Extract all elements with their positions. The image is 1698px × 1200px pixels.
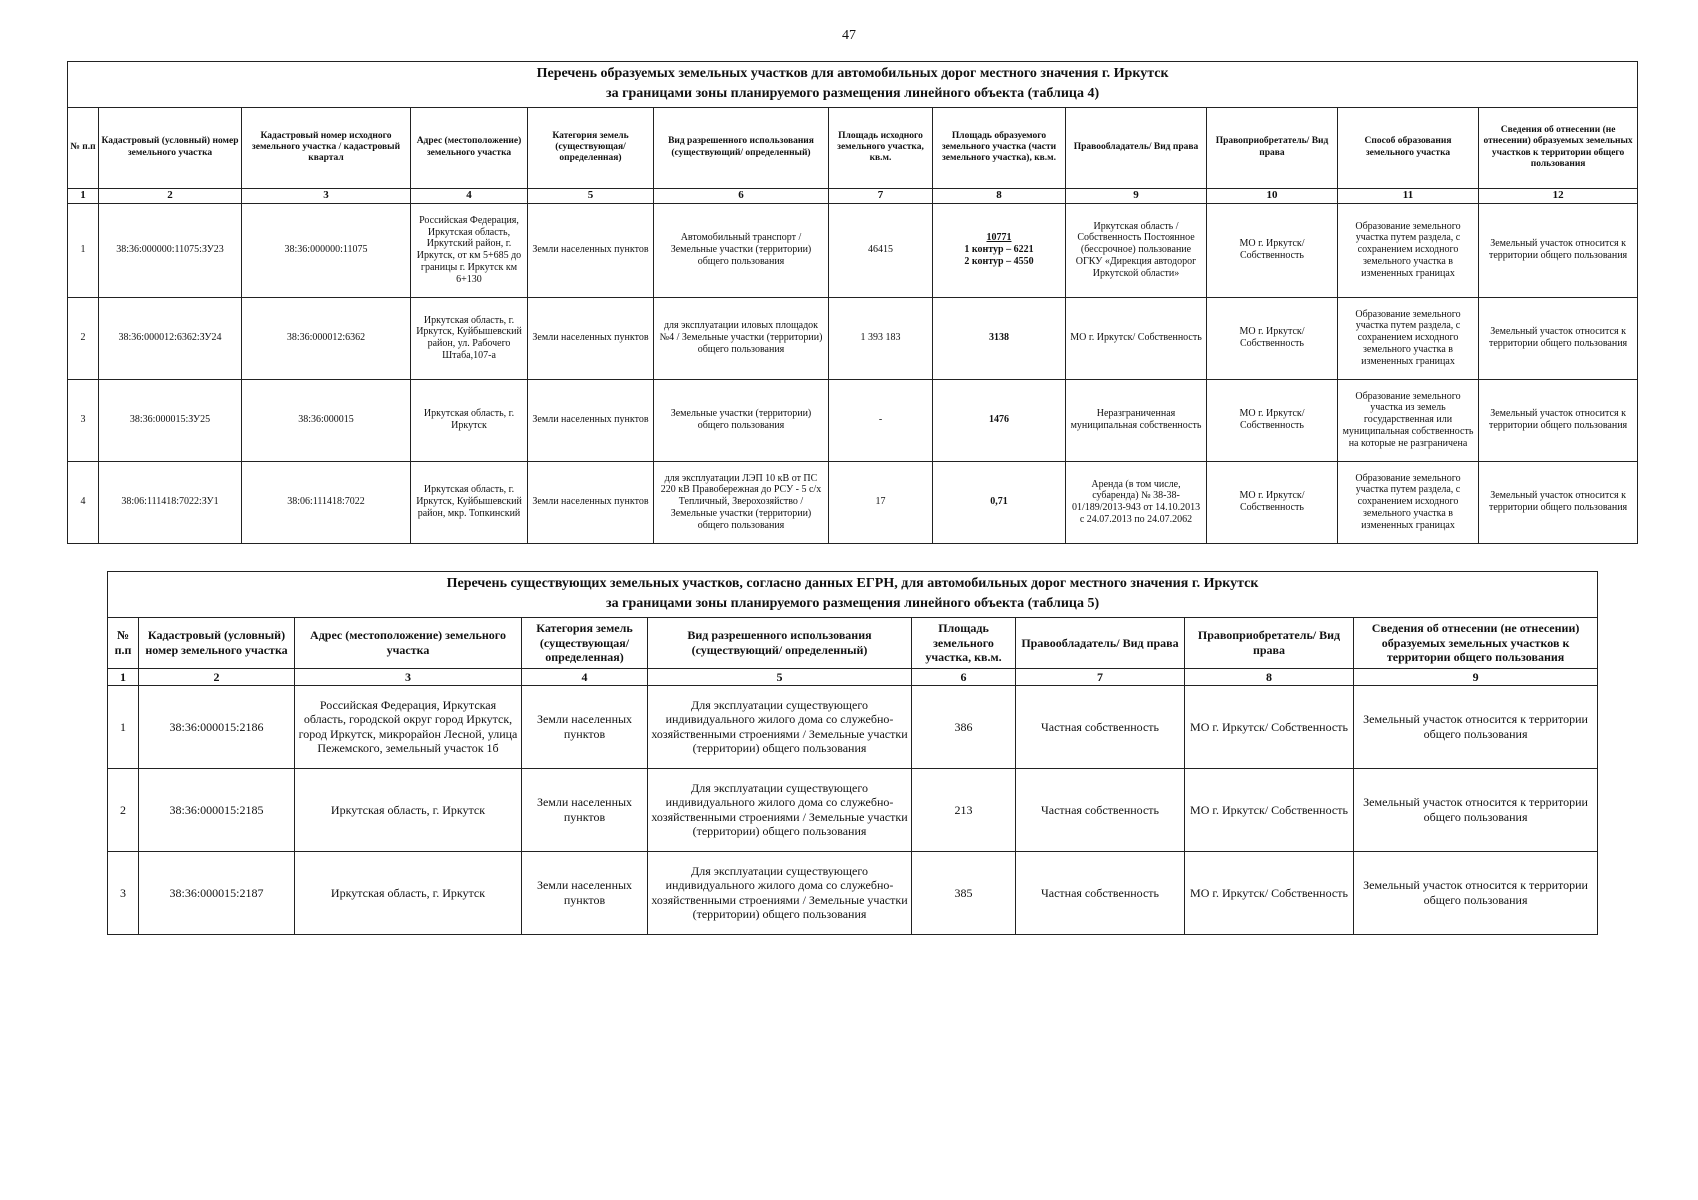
column-header: Правоприобретатель/ Вид права	[1207, 107, 1338, 188]
column-number: 6	[912, 668, 1016, 685]
address: Иркутская область, г. Иркутск	[295, 851, 522, 934]
cadastral-number: 38:06:111418:7022:ЗУ1	[99, 461, 242, 543]
column-number: 5	[648, 668, 912, 685]
table-4-header-row	[68, 107, 1638, 188]
address: Иркутская область, г. Иркутск	[295, 768, 522, 851]
table-row	[68, 379, 1638, 461]
right-holder: Частная собственность	[1016, 768, 1185, 851]
address: Иркутская область, г. Иркутск, Куйбышевский район, мкр. Топкинский	[411, 461, 528, 543]
address: Иркутская область, г. Иркутск, Куйбышевский район, ул. Рабочего Штаба,107-а	[411, 297, 528, 379]
row-number: 2	[108, 768, 139, 851]
right-acquirer: МО г. Иркутск/ Собственность	[1185, 768, 1354, 851]
column-header: Сведения об отнесении (не отнесении) образуемых земельных участков к территории общего пользования	[1479, 107, 1638, 188]
land-category: Земли населенных пунктов	[528, 297, 654, 379]
permitted-use: Для эксплуатации существующего индивидуального жилого дома со служебно-хозяйственными строениями / Земельные участки (территории) общего пользования	[648, 851, 912, 934]
right-acquirer: МО г. Иркутск/ Собственность	[1207, 461, 1338, 543]
right-holder: Неразграниченная муниципальная собственность	[1066, 379, 1207, 461]
area: 213	[912, 768, 1016, 851]
permitted-use: для эксплуатации ЛЭП 10 кВ от ПС 220 кВ Правобережная до РСУ - 5 с/х Тепличный, Зверохозяйство / Земельные участки (территории) общего пользования	[654, 461, 829, 543]
table-5-title-line-2: за границами зоны планируемого размещения линейного объекта (таблица 5)	[606, 596, 1100, 612]
column-header: Кадастровый (условный) номер земельного участка	[139, 617, 295, 668]
column-number: 3	[242, 188, 411, 203]
address: Российская Федерация, Иркутская область, городской округ город Иркутск, город Иркутск, микрорайон Лесной, улица Пежемского, земельный участок 1б	[295, 685, 522, 768]
column-number: 4	[411, 188, 528, 203]
row-number: 1	[108, 685, 139, 768]
table-4	[67, 61, 1638, 544]
page-number: 47	[842, 28, 856, 43]
source-area: 1 393 183	[829, 297, 933, 379]
table-5	[107, 571, 1598, 935]
permitted-use: Автомобильный транспорт / Земельные участки (территории) общего пользования	[654, 203, 829, 297]
column-header: Вид разрешенного использования (существующий/ определенный)	[648, 617, 912, 668]
public-use-info: Земельный участок относится к территории общего пользования	[1354, 685, 1598, 768]
right-holder: МО г. Иркутск/ Собственность	[1066, 297, 1207, 379]
row-number: 1	[68, 203, 99, 297]
row-number: 3	[68, 379, 99, 461]
table-5-title-line-1: Перечень существующих земельных участков, согласно данных ЕГРН, для автомобильных дорог местного значения г. Иркутск	[446, 576, 1259, 591]
column-number: 11	[1338, 188, 1479, 203]
land-category: Земли населенных пунктов	[528, 379, 654, 461]
area: 385	[912, 851, 1016, 934]
permitted-use: Для эксплуатации существующего индивидуального жилого дома со служебно-хозяйственными строениями / Земельные участки (территории) общего пользования	[648, 685, 912, 768]
table-row	[68, 297, 1638, 379]
column-number: 7	[829, 188, 933, 203]
land-category: Земли населенных пунктов	[522, 768, 648, 851]
column-number: 2	[99, 188, 242, 203]
cadastral-number: 38:36:000015:2185	[139, 768, 295, 851]
source-area: -	[829, 379, 933, 461]
right-acquirer: МО г. Иркутск/ Собственность	[1185, 851, 1354, 934]
formation-method: Образование земельного участка путем раздела, с сохранением исходного земельного участка в измененных границах	[1338, 297, 1479, 379]
column-number: 4	[522, 668, 648, 685]
formed-area-contour-1: 1 контур – 6221	[964, 244, 1034, 256]
column-header: Кадастровый (условный) номер земельного участка	[99, 107, 242, 188]
source-cadastral-number: 38:36:000015	[242, 379, 411, 461]
column-number: 1	[108, 668, 139, 685]
column-number: 2	[139, 668, 295, 685]
column-header: Адрес (местоположение) земельного участка	[295, 617, 522, 668]
table-4-title-line-2: за границами зоны планируемого размещения линейного объекта (таблица 4)	[606, 86, 1100, 102]
table-row	[108, 768, 1598, 851]
column-number: 6	[654, 188, 829, 203]
column-header: Площадь исходного земельного участка, кв.м.	[829, 107, 933, 188]
column-number: 8	[1185, 668, 1354, 685]
cadastral-number: 38:36:000015:2187	[139, 851, 295, 934]
table-row	[108, 685, 1598, 768]
source-area: 17	[829, 461, 933, 543]
right-acquirer: МО г. Иркутск/ Собственность	[1207, 379, 1338, 461]
source-cadastral-number: 38:36:000012:6362	[242, 297, 411, 379]
table-row	[68, 461, 1638, 543]
column-number: 7	[1016, 668, 1185, 685]
column-number: 3	[295, 668, 522, 685]
table-5-title	[108, 572, 1598, 618]
source-cadastral-number: 38:36:000000:11075	[242, 203, 411, 297]
table-row	[108, 851, 1598, 934]
row-number: 4	[68, 461, 99, 543]
table-5-header-row	[108, 617, 1598, 668]
column-header: Кадастровый номер исходного земельного участка / кадастровый квартал	[242, 107, 411, 188]
column-number: 12	[1479, 188, 1638, 203]
table-5-column-number-row	[108, 668, 1598, 685]
column-number: 5	[528, 188, 654, 203]
column-header: Правообладатель/ Вид права	[1066, 107, 1207, 188]
column-header: Площадь земельного участка, кв.м.	[912, 617, 1016, 668]
right-holder: Частная собственность	[1016, 685, 1185, 768]
column-header: Сведения об отнесении (не отнесении) образуемых земельных участков к территории общего пользования	[1354, 617, 1598, 668]
column-number: 9	[1066, 188, 1207, 203]
column-header: Адрес (местоположение) земельного участка	[411, 107, 528, 188]
table-4-title-line-1: Перечень образуемых земельных участков для автомобильных дорог местного значения г. Иркутск	[536, 66, 1169, 81]
right-acquirer: МО г. Иркутск/ Собственность	[1207, 297, 1338, 379]
cadastral-number: 38:36:000015:2186	[139, 685, 295, 768]
area: 386	[912, 685, 1016, 768]
table-row	[68, 203, 1638, 297]
column-header: Вид разрешенного использования (существующий/ определенный)	[654, 107, 829, 188]
column-header: № п.п	[108, 617, 139, 668]
column-header: Категория земель (существующая/ определенная)	[528, 107, 654, 188]
public-use-info: Земельный участок относится к территории общего пользования	[1479, 203, 1638, 297]
permitted-use: Для эксплуатации существующего индивидуального жилого дома со служебно-хозяйственными строениями / Земельные участки (территории) общего пользования	[648, 768, 912, 851]
address: Иркутская область, г. Иркутск	[411, 379, 528, 461]
right-holder: Иркутская область / Собственность Постоянное (бессрочное) пользование ОГКУ «Дирекция автодорог Иркутской области»	[1066, 203, 1207, 297]
right-holder: Аренда (в том числе, субаренда) № 38-38-01/189/2013-943 от 14.10.2013 с 24.07.2013 по 24.07.2062	[1066, 461, 1207, 543]
cadastral-number: 38:36:000000:11075:ЗУ23	[99, 203, 242, 297]
formed-area-total: 10771	[986, 232, 1012, 244]
column-header: Правоприобретатель/ Вид права	[1185, 617, 1354, 668]
right-holder: Частная собственность	[1016, 851, 1185, 934]
right-acquirer: МО г. Иркутск/ Собственность	[1185, 685, 1354, 768]
land-category: Земли населенных пунктов	[528, 203, 654, 297]
public-use-info: Земельный участок относится к территории общего пользования	[1479, 297, 1638, 379]
column-number: 8	[933, 188, 1066, 203]
column-number: 9	[1354, 668, 1598, 685]
permitted-use: для эксплуатации иловых площадок №4 / Земельные участки (территории) общего пользования	[654, 297, 829, 379]
formed-area: 1476	[933, 379, 1066, 461]
public-use-info: Земельный участок относится к территории общего пользования	[1479, 461, 1638, 543]
column-header: Площадь образуемого земельного участка (части земельного участка), кв.м.	[933, 107, 1066, 188]
land-category: Земли населенных пунктов	[528, 461, 654, 543]
source-area: 46415	[829, 203, 933, 297]
cadastral-number: 38:36:000012:6362:ЗУ24	[99, 297, 242, 379]
row-number: 3	[108, 851, 139, 934]
column-number: 10	[1207, 188, 1338, 203]
formed-area	[933, 203, 1066, 297]
formation-method: Образование земельного участка из земель государственная или муниципальная собственность на которые не разграничена	[1338, 379, 1479, 461]
column-number: 1	[68, 188, 99, 203]
table-4-title	[68, 62, 1638, 108]
address: Российская Федерация, Иркутская область, Иркутский район, г. Иркутск, от км 5+685 до границы г. Иркутск км 6+130	[411, 203, 528, 297]
formation-method: Образование земельного участка путем раздела, с сохранением исходного земельного участка в измененных границах	[1338, 461, 1479, 543]
column-header: № п.п	[68, 107, 99, 188]
land-category: Земли населенных пунктов	[522, 685, 648, 768]
public-use-info: Земельный участок относится к территории общего пользования	[1479, 379, 1638, 461]
formed-area: 3138	[933, 297, 1066, 379]
table-4-column-number-row	[68, 188, 1638, 203]
land-category: Земли населенных пунктов	[522, 851, 648, 934]
source-cadastral-number: 38:06:111418:7022	[242, 461, 411, 543]
formed-area: 0,71	[933, 461, 1066, 543]
column-header: Способ образования земельного участка	[1338, 107, 1479, 188]
formation-method: Образование земельного участка путем раздела, с сохранением исходного земельного участка в измененных границах	[1338, 203, 1479, 297]
column-header: Категория земель (существующая/ определенная)	[522, 617, 648, 668]
right-acquirer: МО г. Иркутск/ Собственность	[1207, 203, 1338, 297]
column-header: Правообладатель/ Вид права	[1016, 617, 1185, 668]
row-number: 2	[68, 297, 99, 379]
public-use-info: Земельный участок относится к территории общего пользования	[1354, 768, 1598, 851]
cadastral-number: 38:36:000015:ЗУ25	[99, 379, 242, 461]
permitted-use: Земельные участки (территории) общего пользования	[654, 379, 829, 461]
public-use-info: Земельный участок относится к территории общего пользования	[1354, 851, 1598, 934]
formed-area-contour-2: 2 контур – 4550	[964, 255, 1034, 267]
